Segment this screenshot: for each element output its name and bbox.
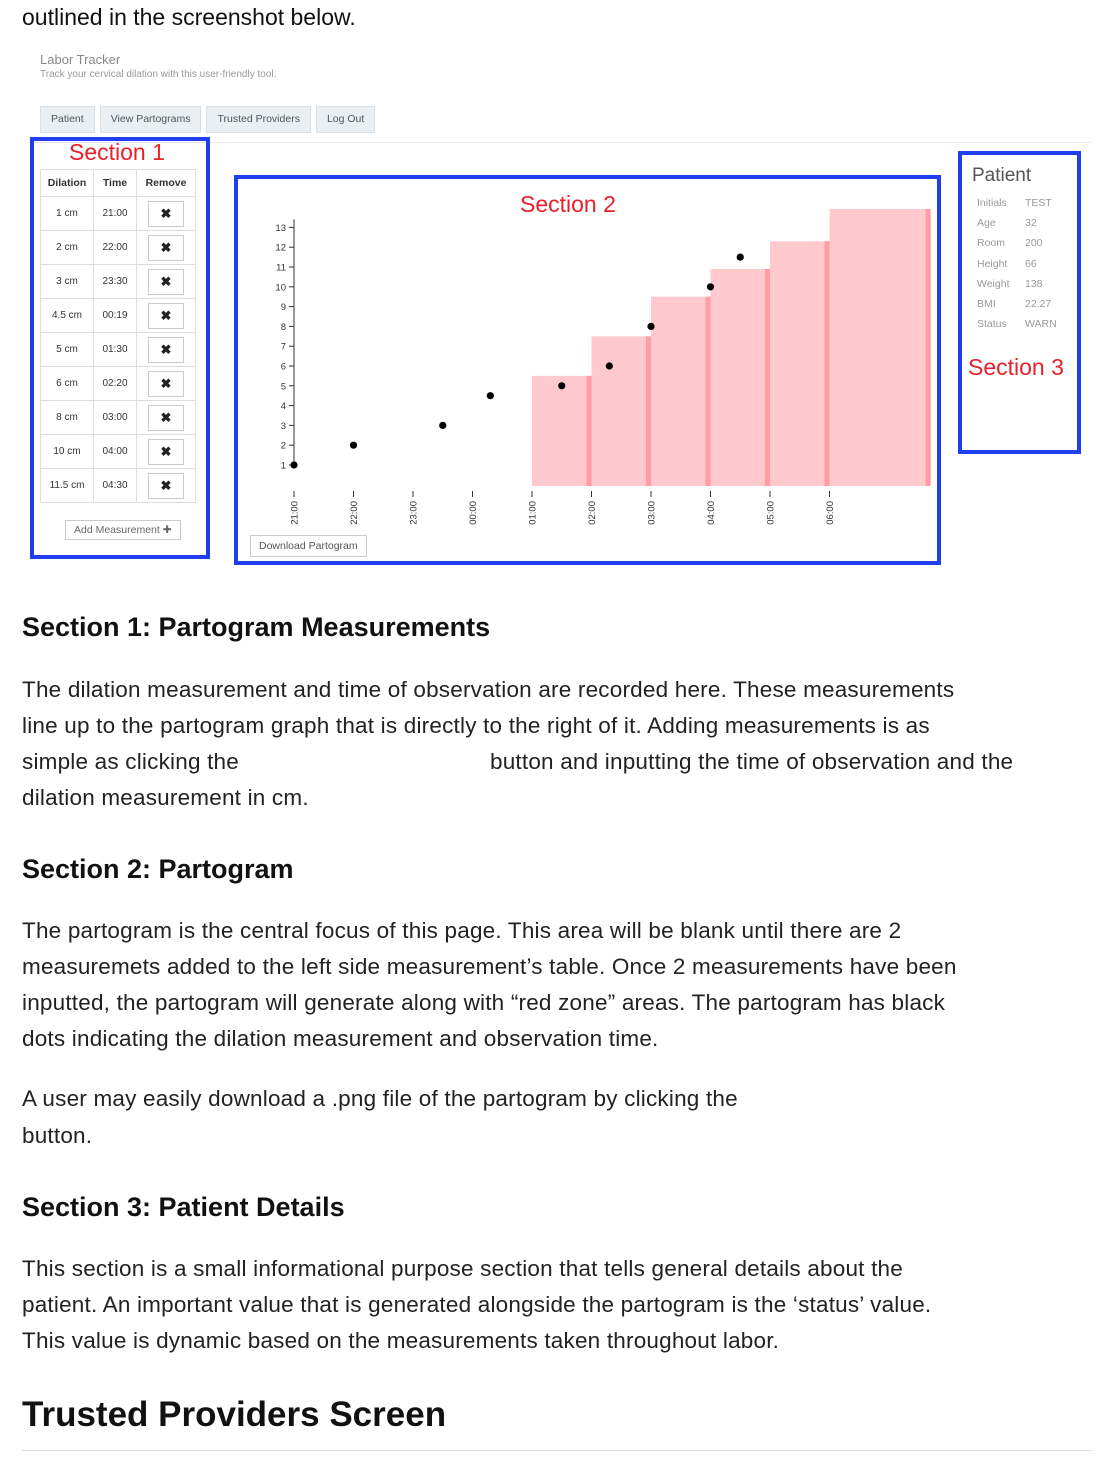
remove-cell <box>137 469 196 503</box>
time-cell: 22:00 <box>94 231 137 265</box>
remove-cell <box>137 265 196 299</box>
x-tick-label: 22:00 <box>349 501 360 525</box>
app-subtitle: Track your cervical dilation with this user-friendly tool. <box>40 69 277 80</box>
patient-field <box>977 298 1077 310</box>
remove-button[interactable]: ✖ <box>148 269 184 295</box>
s2b-line-1: A user may easily download a .png file of the partogram by clicking the <box>22 1086 738 1111</box>
y-tick-label: 2 <box>280 440 286 452</box>
table-row <box>41 435 196 469</box>
section-3-heading: Section 3: Patient Details <box>22 1192 345 1222</box>
patient-field <box>977 197 1077 209</box>
patient-title: Patient <box>972 165 1032 186</box>
header-time: Time <box>94 170 137 197</box>
x-tick-label: 00:00 <box>468 501 479 525</box>
remove-button[interactable]: ✖ <box>148 303 184 329</box>
section-2-heading: Section 2: Partogram <box>22 854 294 884</box>
patient-field-value: 22.27 <box>1025 298 1052 310</box>
remove-button[interactable]: ✖ <box>148 405 184 431</box>
section-1-label: Section 1 <box>69 139 165 165</box>
table-row <box>41 401 196 435</box>
table-row <box>41 469 196 503</box>
tab-patient[interactable]: Patient <box>40 106 95 133</box>
section-2-label: Section 2 <box>520 191 616 217</box>
remove-button[interactable]: ✖ <box>148 473 184 499</box>
y-tick-label: 9 <box>280 302 286 314</box>
y-tick-label: 8 <box>280 321 286 333</box>
patient-field <box>977 217 1077 229</box>
s3-line-3: This value is dynamic based on the measurements taken throughout labor. <box>22 1328 780 1353</box>
patient-field-value: 32 <box>1025 217 1037 230</box>
app-title: Labor Tracker <box>40 52 121 67</box>
measurements-table <box>40 169 196 503</box>
time-cell: 23:30 <box>94 265 137 299</box>
trusted-providers-heading: Trusted Providers Screen <box>22 1395 447 1434</box>
dilation-cell: 1 cm <box>41 197 94 231</box>
time-cell: 02:20 <box>94 367 137 401</box>
x-tick-label: 02:00 <box>587 501 598 525</box>
patient-field-label: BMI <box>977 298 996 310</box>
time-cell: 04:30 <box>94 469 137 503</box>
patient-field-label: Weight <box>977 277 1010 290</box>
patient-field-label: Status <box>977 318 1007 331</box>
remove-cell <box>137 197 196 231</box>
table-row <box>41 231 196 265</box>
intro-text: outlined in the screenshot below. <box>22 4 356 30</box>
y-tick-label: 13 <box>275 222 286 234</box>
section-3-label: Section 3 <box>968 354 1064 380</box>
table-row <box>41 367 196 401</box>
y-tick-label: 10 <box>275 282 286 294</box>
patient-field <box>977 237 1077 249</box>
dilation-cell: 10 cm <box>41 435 94 469</box>
dilation-cell: 5 cm <box>41 333 94 367</box>
add-measurement-button[interactable]: Add Measurement ✚ <box>65 520 181 540</box>
s1-line-2: line up to the partogram graph that is directly to the right of it. Adding measurements is as <box>22 713 930 738</box>
section-1-heading: Section 1: Partogram Measurements <box>22 612 491 642</box>
y-tick-label: 1 <box>280 460 286 472</box>
patient-field-label: Age <box>977 217 996 230</box>
remove-button[interactable]: ✖ <box>148 235 184 261</box>
patient-field <box>977 258 1077 270</box>
s2-line-1: The partogram is the central focus of this page. This area will be blank until there are 2 <box>22 918 902 943</box>
y-tick-label: 12 <box>275 242 286 254</box>
remove-button[interactable]: ✖ <box>148 337 184 363</box>
patient-field-value: WARN <box>1025 318 1057 331</box>
remove-button[interactable]: ✖ <box>148 201 184 227</box>
s2-line-4: dots indicating the dilation measurement and observation time. <box>22 1026 659 1051</box>
dilation-cell: 2 cm <box>41 231 94 265</box>
s3-line-1: This section is a small informational purpose section that tells general details about the <box>22 1256 903 1281</box>
y-tick-label: 7 <box>280 341 286 353</box>
table-row <box>41 333 196 367</box>
time-cell: 01:30 <box>94 333 137 367</box>
dilation-cell: 6 cm <box>41 367 94 401</box>
x-tick-label: 06:00 <box>825 501 836 525</box>
x-tick-label: 04:00 <box>706 501 717 525</box>
time-cell: 21:00 <box>94 197 137 231</box>
x-tick-label: 21:00 <box>289 501 301 525</box>
s1-line-3b: button and inputting the time of observation and the <box>490 749 1014 774</box>
y-tick-label: 5 <box>280 381 286 393</box>
section-2-outline <box>234 175 941 565</box>
s2b-line-2: button. <box>22 1123 93 1148</box>
patient-field <box>977 318 1077 330</box>
s3-line-2: patient. An important value that is generated alongside the partogram is the ‘status’ value. <box>22 1292 932 1317</box>
nav-bar <box>40 106 375 133</box>
x-tick-label: 01:00 <box>527 501 539 525</box>
download-partogram-button[interactable]: Download Partogram <box>250 535 367 557</box>
patient-field-value: TEST <box>1025 197 1052 209</box>
patient-field-value: 200 <box>1025 237 1043 250</box>
remove-button[interactable]: ✖ <box>148 439 184 465</box>
tab-view-partograms[interactable]: View Partograms <box>100 106 202 133</box>
time-cell: 03:00 <box>94 401 137 435</box>
patient-field <box>977 278 1077 290</box>
dilation-cell: 8 cm <box>41 401 94 435</box>
time-cell: 00:19 <box>94 299 137 333</box>
remove-button[interactable]: ✖ <box>148 371 184 397</box>
remove-cell <box>137 401 196 435</box>
remove-cell <box>137 435 196 469</box>
patient-field-label: Height <box>977 257 1008 270</box>
patient-field-value: 66 <box>1025 257 1037 270</box>
remove-cell <box>137 299 196 333</box>
s2-line-2: measuremets added to the left side measurement’s table. Once 2 measurements have been <box>22 954 957 979</box>
s1-line-1: The dilation measurement and time of observation are recorded here. These measurements <box>22 677 955 702</box>
x-tick-label: 05:00 <box>765 501 777 525</box>
heading-divider <box>22 1450 1092 1451</box>
remove-cell <box>137 367 196 401</box>
y-tick-label: 6 <box>280 361 286 373</box>
app-screenshot <box>22 45 1092 575</box>
dilation-cell: 3 cm <box>41 265 94 299</box>
patient-field-value: 138 <box>1025 277 1043 290</box>
y-tick-label: 11 <box>276 262 286 274</box>
s1-line-4: dilation measurement in cm. <box>22 785 309 810</box>
y-tick-label: 4 <box>280 401 286 413</box>
s1-line-3a: simple as clicking the <box>22 749 239 774</box>
remove-cell <box>137 333 196 367</box>
y-tick-label: 3 <box>280 420 286 432</box>
patient-field-label: Initials <box>977 197 1007 209</box>
time-cell: 04:00 <box>94 435 137 469</box>
table-row <box>41 197 196 231</box>
s2-line-3: inputted, the partogram will generate along with “red zone” areas. The partogram has black <box>22 990 946 1015</box>
table-row <box>41 265 196 299</box>
remove-cell <box>137 231 196 265</box>
tab-trusted-providers[interactable]: Trusted Providers <box>206 106 310 133</box>
dilation-cell: 11.5 cm <box>41 469 94 503</box>
dilation-cell: 4.5 cm <box>41 299 94 333</box>
header-remove: Remove <box>137 170 196 197</box>
header-dilation: Dilation <box>41 170 94 197</box>
patient-field-label: Room <box>977 237 1006 250</box>
x-tick-label: 03:00 <box>646 501 658 525</box>
tab-log-out[interactable]: Log Out <box>316 106 375 133</box>
x-tick-label: 23:00 <box>408 501 420 525</box>
table-row <box>41 299 196 333</box>
